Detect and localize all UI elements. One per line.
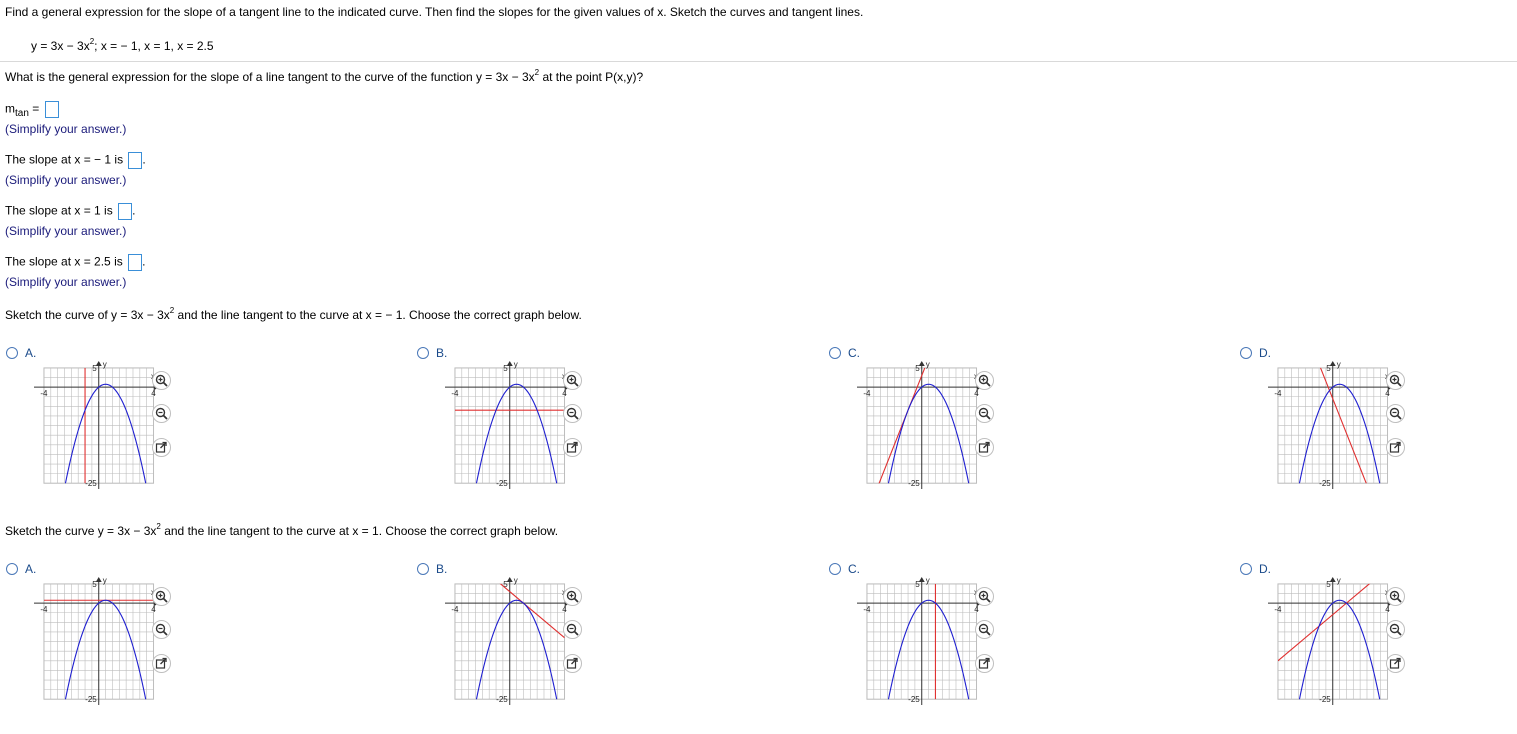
zoom-in-icon[interactable] bbox=[1386, 371, 1405, 390]
choice-letter: D. bbox=[1259, 562, 1271, 576]
given-expression: $y = 3x - 3x^2$; x = − 1, x = 1, x = 2.5 bbox=[31, 37, 214, 53]
tick-label-xmin: -4 bbox=[40, 389, 48, 399]
q2-choice-a[interactable] bbox=[6, 563, 216, 713]
q1-choice-d[interactable] bbox=[1240, 347, 1450, 497]
q2-choice-c[interactable] bbox=[829, 563, 1039, 713]
popout-icon[interactable] bbox=[152, 438, 171, 457]
popout-icon[interactable] bbox=[975, 654, 994, 673]
slope-row-2-5: The slope at x = 2.5 is . bbox=[5, 254, 145, 271]
zoom-out-icon[interactable] bbox=[975, 404, 994, 423]
slope-row-1: The slope at x = 1 is . bbox=[5, 203, 135, 220]
choice-letter: B. bbox=[436, 346, 448, 360]
tick-label-xmin: -4 bbox=[451, 605, 459, 615]
tick-label-ymin: -25 bbox=[1319, 479, 1331, 489]
y-axis-label: y bbox=[925, 361, 930, 369]
q2-graph-c bbox=[856, 577, 982, 705]
q2-graph-b bbox=[444, 577, 570, 705]
choice-letter: C. bbox=[848, 346, 860, 360]
tick-label-ymax: 5 bbox=[503, 363, 508, 373]
q1-choice-c[interactable] bbox=[829, 347, 1039, 497]
q2-graph-a bbox=[33, 577, 159, 705]
tick-label-ymax: 5 bbox=[915, 579, 920, 589]
slope-2-5-answer-box[interactable] bbox=[128, 254, 142, 271]
zoom-in-icon[interactable] bbox=[152, 371, 171, 390]
zoom-in-icon[interactable] bbox=[152, 587, 171, 606]
simplify-hint: (Simplify your answer.) bbox=[5, 173, 127, 187]
popout-icon[interactable] bbox=[563, 654, 582, 673]
tick-label-xmax: 4 bbox=[562, 605, 567, 615]
popout-icon[interactable] bbox=[1386, 654, 1405, 673]
q2-choice-d[interactable] bbox=[1240, 563, 1450, 713]
q1-graph-b bbox=[444, 361, 570, 489]
choice-letter: B. bbox=[436, 562, 448, 576]
tick-label-xmin: -4 bbox=[451, 389, 459, 399]
y-axis-label: y bbox=[925, 577, 930, 585]
sketch-question-1: Sketch the curve of $y = 3x - 3x^2$ and the line tangent to the curve at x = − 1. Choose the correct graph below. bbox=[5, 306, 582, 322]
tick-label-xmax: 4 bbox=[151, 389, 156, 399]
question-general-expression: What is the general expression for the slope of a line tangent to the curve of the function $y = 3x - 3x^2$ at the point P(x,y)? bbox=[5, 68, 644, 84]
simplify-hint: (Simplify your answer.) bbox=[5, 224, 127, 238]
choice-letter: C. bbox=[848, 562, 860, 576]
popout-icon[interactable] bbox=[563, 438, 582, 457]
tick-label-xmax: 4 bbox=[151, 605, 156, 615]
popout-icon[interactable] bbox=[975, 438, 994, 457]
tick-label-xmax: 4 bbox=[974, 605, 979, 615]
tick-label-xmin: -4 bbox=[863, 605, 871, 615]
slope-neg1-answer-box[interactable] bbox=[128, 152, 142, 169]
zoom-in-icon[interactable] bbox=[975, 587, 994, 606]
q1-radio-c[interactable] bbox=[829, 347, 841, 359]
zoom-in-icon[interactable] bbox=[975, 371, 994, 390]
q1-graph-a bbox=[33, 361, 159, 489]
y-axis-label: y bbox=[513, 361, 518, 369]
zoom-out-icon[interactable] bbox=[1386, 620, 1405, 639]
y-axis-label: y bbox=[102, 577, 107, 585]
y-axis-label: y bbox=[1336, 577, 1341, 585]
tick-label-ymin: -25 bbox=[908, 479, 920, 489]
popout-icon[interactable] bbox=[1386, 438, 1405, 457]
popout-icon[interactable] bbox=[152, 654, 171, 673]
q1-radio-d[interactable] bbox=[1240, 347, 1252, 359]
q1-choice-a[interactable] bbox=[6, 347, 216, 497]
zoom-out-icon[interactable] bbox=[563, 404, 582, 423]
q1-graph-c bbox=[856, 361, 982, 489]
tick-label-xmax: 4 bbox=[1385, 389, 1390, 399]
simplify-hint: (Simplify your answer.) bbox=[5, 275, 127, 289]
tick-label-ymin: -25 bbox=[496, 479, 508, 489]
q2-choice-b[interactable] bbox=[417, 563, 627, 713]
tick-label-ymin: -25 bbox=[908, 695, 920, 705]
tick-label-ymax: 5 bbox=[1326, 363, 1331, 373]
simplify-hint: (Simplify your answer.) bbox=[5, 122, 127, 136]
y-axis-label: y bbox=[102, 361, 107, 369]
q2-graph-d bbox=[1267, 577, 1393, 705]
zoom-out-icon[interactable] bbox=[1386, 404, 1405, 423]
q2-radio-b[interactable] bbox=[417, 563, 429, 575]
y-axis-label: y bbox=[513, 577, 518, 585]
tick-label-ymin: -25 bbox=[496, 695, 508, 705]
tick-label-xmin: -4 bbox=[863, 389, 871, 399]
q1-graph-d bbox=[1267, 361, 1393, 489]
zoom-out-icon[interactable] bbox=[152, 404, 171, 423]
choice-letter: D. bbox=[1259, 346, 1271, 360]
zoom-out-icon[interactable] bbox=[152, 620, 171, 639]
zoom-in-icon[interactable] bbox=[563, 587, 582, 606]
y-axis-label: y bbox=[1336, 361, 1341, 369]
q1-radio-a[interactable] bbox=[6, 347, 18, 359]
zoom-in-icon[interactable] bbox=[1386, 587, 1405, 606]
tick-label-xmin: -4 bbox=[1274, 389, 1282, 399]
zoom-in-icon[interactable] bbox=[563, 371, 582, 390]
mtan-answer-box[interactable] bbox=[45, 101, 59, 118]
q1-choice-b[interactable] bbox=[417, 347, 627, 497]
tick-label-xmax: 4 bbox=[974, 389, 979, 399]
divider bbox=[0, 61, 1517, 62]
tick-label-ymax: 5 bbox=[1326, 579, 1331, 589]
tick-label-ymax: 5 bbox=[915, 363, 920, 373]
tick-label-ymin: -25 bbox=[85, 695, 97, 705]
choice-letter: A. bbox=[25, 562, 37, 576]
mtan-row: $m_{tan}$ = bbox=[5, 101, 59, 119]
tick-label-xmin: -4 bbox=[1274, 605, 1282, 615]
q2-radio-d[interactable] bbox=[1240, 563, 1252, 575]
tick-label-ymin: -25 bbox=[1319, 695, 1331, 705]
tick-label-ymin: -25 bbox=[85, 479, 97, 489]
sketch-question-2: Sketch the curve $y = 3x - 3x^2$ and the line tangent to the curve at x = 1. Choose the correct graph below. bbox=[5, 522, 559, 538]
tick-label-ymax: 5 bbox=[92, 579, 97, 589]
q2-radio-a[interactable] bbox=[6, 563, 18, 575]
tick-label-xmin: -4 bbox=[40, 605, 48, 615]
tick-label-xmax: 4 bbox=[562, 389, 567, 399]
tick-label-xmax: 4 bbox=[1385, 605, 1390, 615]
tick-label-ymax: 5 bbox=[503, 579, 508, 589]
tick-label-ymax: 5 bbox=[92, 363, 97, 373]
zoom-out-icon[interactable] bbox=[975, 620, 994, 639]
q1-radio-b[interactable] bbox=[417, 347, 429, 359]
slope-row-neg1: The slope at x = − 1 is . bbox=[5, 152, 146, 169]
choice-letter: A. bbox=[25, 346, 37, 360]
q2-radio-c[interactable] bbox=[829, 563, 841, 575]
slope-1-answer-box[interactable] bbox=[118, 203, 132, 220]
zoom-out-icon[interactable] bbox=[563, 620, 582, 639]
instructions: Find a general expression for the slope of a tangent line to the indicated curve. Then find the slopes for the given values of x. Sketch the curves and tangent lines. bbox=[5, 5, 864, 19]
